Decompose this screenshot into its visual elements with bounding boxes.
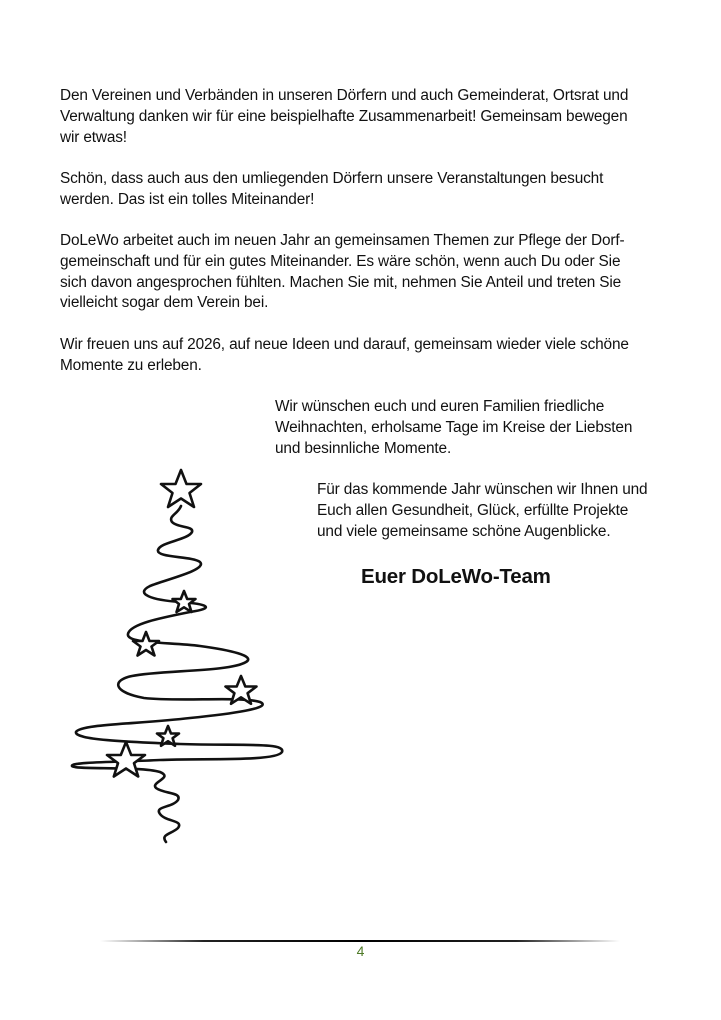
christmas-wishes xyxy=(275,397,632,459)
text-line: Den Vereinen und Verbänden in unseren Dörfern und auch Gemeinderat, Ortsrat und xyxy=(60,87,629,104)
text-line: wir etwas! xyxy=(60,128,127,146)
text-line: Weihnachten, erholsame Tage im Kreise der Liebsten xyxy=(275,418,633,436)
text-line: Für das kommende Jahr wünschen wir Ihnen und xyxy=(317,481,648,498)
paragraph-neighbours xyxy=(60,169,660,211)
text-line: gemeinschaft und für ein gutes Miteinander. Es wäre schön, wenn auch Du oder Sie xyxy=(60,252,621,270)
text-line: Verwaltung danken wir für eine beispielhafte Zusammenarbeit! Gemeinsam bewegen xyxy=(60,107,628,125)
text-line: Schön, dass auch aus den umliegenden Dörfern unsere Veranstaltungen besucht xyxy=(60,170,604,187)
text-line: Momente zu erleben. xyxy=(60,356,202,374)
paragraph-dolewo xyxy=(60,231,660,314)
text-line: Wir freuen uns auf 2026, auf neue Ideen und darauf, gemeinsam wieder viele schöne xyxy=(60,336,629,353)
paragraph-2026 xyxy=(60,335,660,377)
footer-divider xyxy=(100,940,620,942)
text-line: werden. Das ist ein tolles Miteinander! xyxy=(60,190,315,208)
text-line: und viele gemeinsame schöne Augenblicke. xyxy=(317,522,611,540)
text-line: Wir wünschen euch und euren Familien friedliche xyxy=(275,398,605,415)
text-line: Euch allen Gesundheit, Glück, erfüllte Projekte xyxy=(317,501,629,519)
signature: Euer DoLeWo-Team xyxy=(361,565,551,588)
christmas-tree-icon xyxy=(60,462,300,847)
new-year-wishes xyxy=(317,480,647,542)
text-line: sich davon angesprochen fühlten. Machen Sie mit, nehmen Sie Anteil und treten Sie xyxy=(60,273,622,291)
text-line: DoLeWo arbeitet auch im neuen Jahr an gemeinsamen Themen zur Pflege der Dorf- xyxy=(60,232,625,249)
paragraph-thanks xyxy=(60,86,660,148)
text-line: vielleicht sogar dem Verein bei. xyxy=(60,294,269,312)
page-number: 4 xyxy=(356,943,365,959)
text-line: und besinnliche Momente. xyxy=(275,439,452,457)
